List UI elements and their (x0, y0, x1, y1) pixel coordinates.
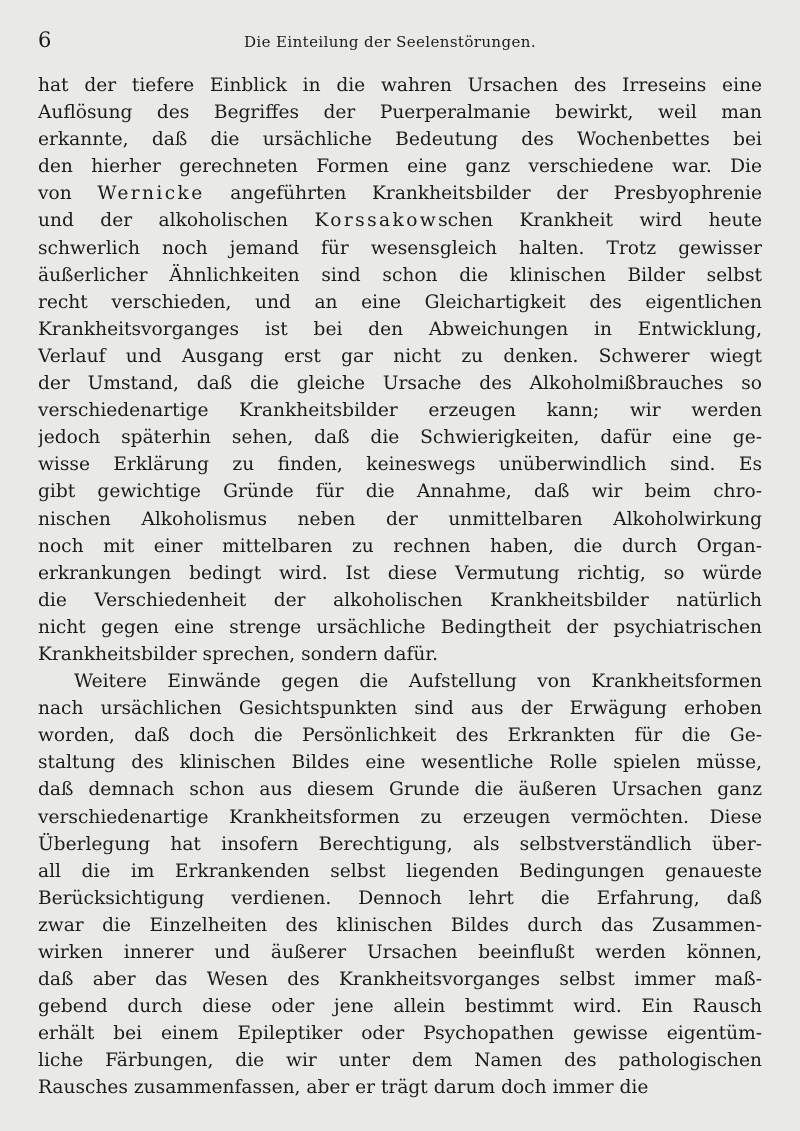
text-line: gebend durch diese oder jene allein bestimmt wird. Ein Rausch (38, 996, 762, 1018)
text-line: liche Färbungen, die wir unter dem Namen des pathologischen (38, 1050, 762, 1072)
text-line: worden, daß doch die Persönlichkeit des Erkrankten für die Ge- (38, 725, 762, 747)
text-line: Überlegung hat insofern Berechtigung, als selbstverständlich über- (38, 833, 762, 855)
text-line: all die im Erkrankenden selbst liegenden Bedingungen genaueste (38, 860, 762, 882)
text-line: verschiedenartige Krankheitsbilder erzeugen kann; wir werden (38, 400, 762, 422)
text-line: der Umstand, daß die gleiche Ursache des Alkoholmißbrauches so (38, 373, 762, 395)
text-line: Auflösung des Begriffes der Puerperalmanie bewirkt, weil man (38, 102, 762, 124)
text-line: erkannte, daß die ursächliche Bedeutung des Wochenbettes bei (38, 129, 762, 151)
spaced-name: Wernicke (97, 183, 205, 205)
text-line: hat der tiefere Einblick in die wahren Ursachen des Irreseins eine (38, 75, 762, 96)
text-line: wisse Erklärung zu finden, keineswegs unüberwindlich sind. Es (38, 454, 762, 476)
text-line: gibt gewichtige Gründe für die Annahme, daß wir beim chro- (38, 481, 762, 503)
page-number: 6 (38, 28, 52, 52)
text-line: wirken innerer und äußerer Ursachen beeinflußt werden können, (38, 942, 762, 963)
text-line: Weitere Einwände gegen die Aufstellung von Krankheitsformen (74, 671, 762, 693)
text-line: nach ursächlichen Gesichtspunkten sind aus der Erwägung erhoben (38, 698, 762, 720)
text-line: jedoch späterhin sehen, daß die Schwierigkeiten, dafür eine ge- (38, 427, 762, 449)
text-line: daß aber das Wesen des Krankheitsvorganges selbst immer maß- (38, 969, 762, 991)
page-header (38, 28, 762, 54)
text-line: Verlauf und Ausgang erst gar nicht zu denken. Schwerer wiegt (38, 345, 762, 367)
text-line: nischen Alkoholismus neben der unmittelbaren Alkoholwirkung (38, 508, 762, 530)
running-head: Die Einteilung der Seelenstörungen. (243, 33, 536, 51)
text-line: schwerlich noch jemand für wesensgleich halten. Trotz gewisser (38, 237, 762, 259)
text-line: die Verschiedenheit der alkoholischen Krankheitsbilder natürlich (38, 589, 762, 611)
spaced-name: Korssakow (314, 210, 439, 232)
text-line: und der alkoholischen Korssakowschen Krankheit wird heute (38, 210, 762, 232)
text-line: zwar die Einzelheiten des klinischen Bildes durch das Zusammen- (38, 914, 762, 936)
text-line: daß demnach schon aus diesem Grunde die äußeren Ursachen ganz (38, 779, 762, 801)
body-text (38, 72, 762, 1102)
text-line: Berücksichtigung verdienen. Dennoch lehrt die Erfahrung, daß (38, 887, 762, 909)
text-line: verschiedenartige Krankheitsformen zu erzeugen vermöchten. Diese (38, 806, 762, 828)
text-line: Krankheitsvorganges ist bei den Abweichungen in Entwicklung, (38, 318, 762, 340)
text-line: den hierher gerechneten Formen eine ganz verschiedene war. Die (38, 156, 762, 178)
text-line: nicht gegen eine strenge ursächliche Bedingtheit der psychiatrischen (38, 616, 762, 638)
text-line: Rausches zusammenfassen, aber er trägt darum doch immer die (38, 1077, 649, 1099)
text-line: von Wernicke angeführten Krankheitsbilder der Presbyophrenie (38, 183, 762, 205)
text-line: erhält bei einem Epileptiker oder Psychopathen gewisse eigentüm- (38, 1023, 762, 1045)
text-line: äußerlicher Ähnlichkeiten sind schon die klinischen Bilder selbst (38, 264, 762, 286)
text-line: erkrankungen bedingt wird. Ist diese Vermutung richtig, so würde (38, 562, 762, 584)
text-line: noch mit einer mittelbaren zu rechnen haben, die durch Organ- (38, 535, 762, 557)
text-line: staltung des klinischen Bildes eine wesentliche Rolle spielen müsse, (38, 752, 762, 774)
text-line: recht verschieden, und an eine Gleichartigkeit des eigentlichen (38, 291, 762, 313)
text-line: Krankheitsbilder sprechen, sondern dafür. (38, 643, 439, 665)
